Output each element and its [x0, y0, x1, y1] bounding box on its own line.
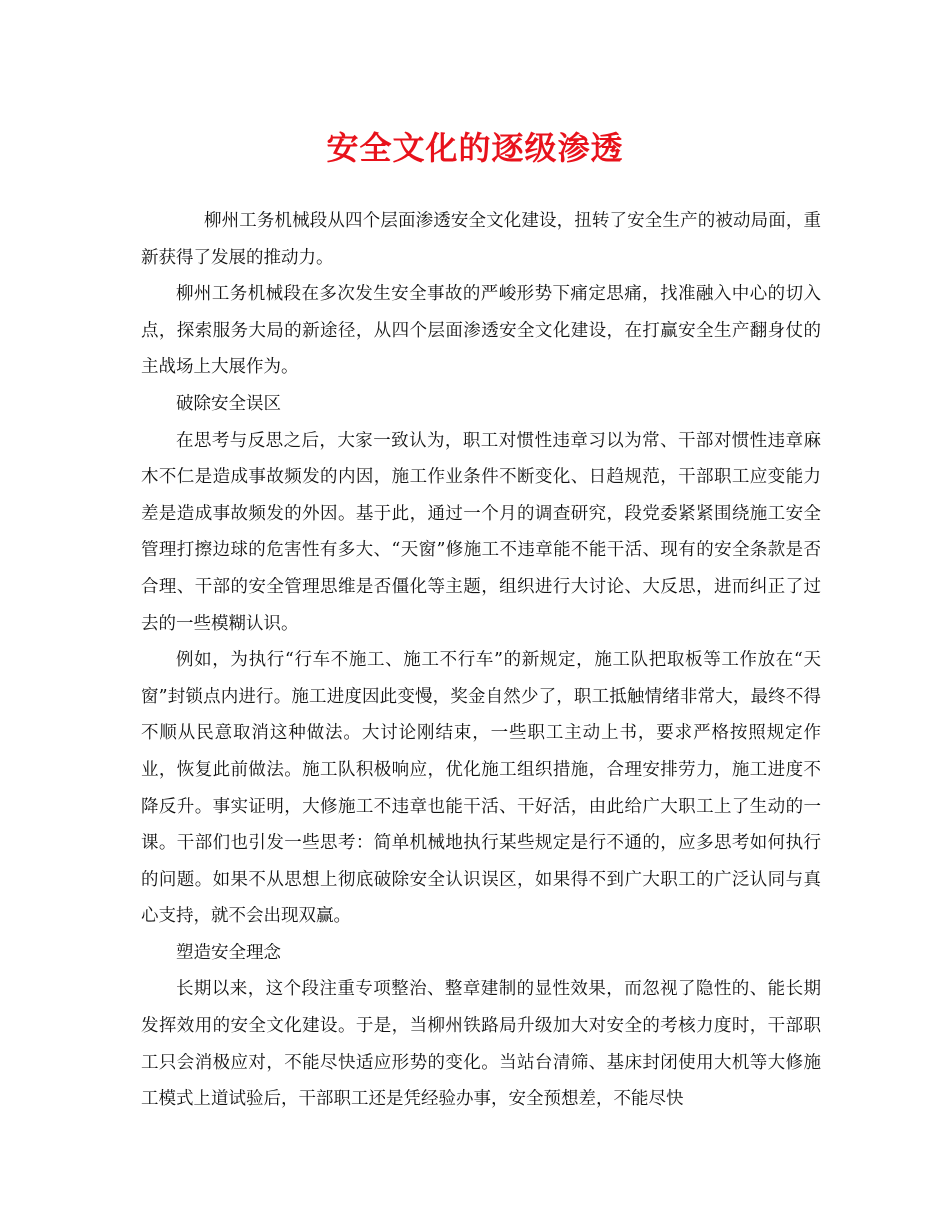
document-title: 安全文化的逐级渗透: [326, 129, 624, 167]
body-paragraph: 例如，为执行“行车不施工、施工不行车”的新规定，施工队把取板等工作放在“天窗”封锁点内进行。施工进度因此变慢，奖金自然少了，职工抵触情绪非常大，最终不得不顺从民意取消这种做法。大讨论刚结束，一些职工主动上书，要求严格按照规定作业，恢复此前做法。施工队积极响应，优化施工组织措施，合理安排劳力，施工进度不降反升。事实证明，大修施工不违章也能干活、干好活，由此给广大职工上了生动的一课。干部们也引发一些思考：简单机械地执行某些规定是行不通的，应多思考如何执行的问题。如果不从思想上彻底破除安全认识误区，如果得不到广大职工的广泛认同与真心支持，就不会出现双赢。: [141, 650, 821, 927]
section-heading: 破除安全误区: [176, 393, 281, 414]
body-paragraph: 长期以来，这个段注重专项整治、整章建制的显性效果，而忽视了隐性的、能长期发挥效用的安全文化建设。于是，当柳州铁路局升级加大对安全的考核力度时，干部职工只会消极应对，不能尽快适应形势的变化。当站台清筛、基床封闭使用大机等大修施工模式上道试验后，干部职工还是凭经验办事，安全预想差，不能尽快: [141, 979, 821, 1110]
body-paragraph: 柳州工务机械段在多次发生安全事故的严峻形势下痛定思痛，找准融入中心的切入点，探索服务大局的新途径，从四个层面渗透安全文化建设，在打赢安全生产翻身仗的主战场上大展作为。: [141, 284, 821, 378]
document-body: [141, 203, 821, 1118]
intro-paragraph: 柳州工务机械段从四个层面渗透安全文化建设，扭转了安全生产的被动局面，重新获得了发展的推动力。: [141, 211, 821, 268]
section-heading: 塑造安全理念: [176, 942, 281, 963]
body-paragraph: 在思考与反思之后，大家一致认为，职工对惯性违章习以为常、干部对惯性违章麻木不仁是造成事故频发的内因，施工作业条件不断变化、日趋规范，干部职工应变能力差是造成事故频发的外因。基于此，通过一个月的调查研究，段党委紧紧围绕施工安全管理打擦边球的危害性有多大、“天窗”修施工不违章能不能干活、现有的安全条款是否合理、干部的安全管理思维是否僵化等主题，组织进行大讨论、大反思，进而纠正了过去的一些模糊认识。: [141, 430, 821, 634]
